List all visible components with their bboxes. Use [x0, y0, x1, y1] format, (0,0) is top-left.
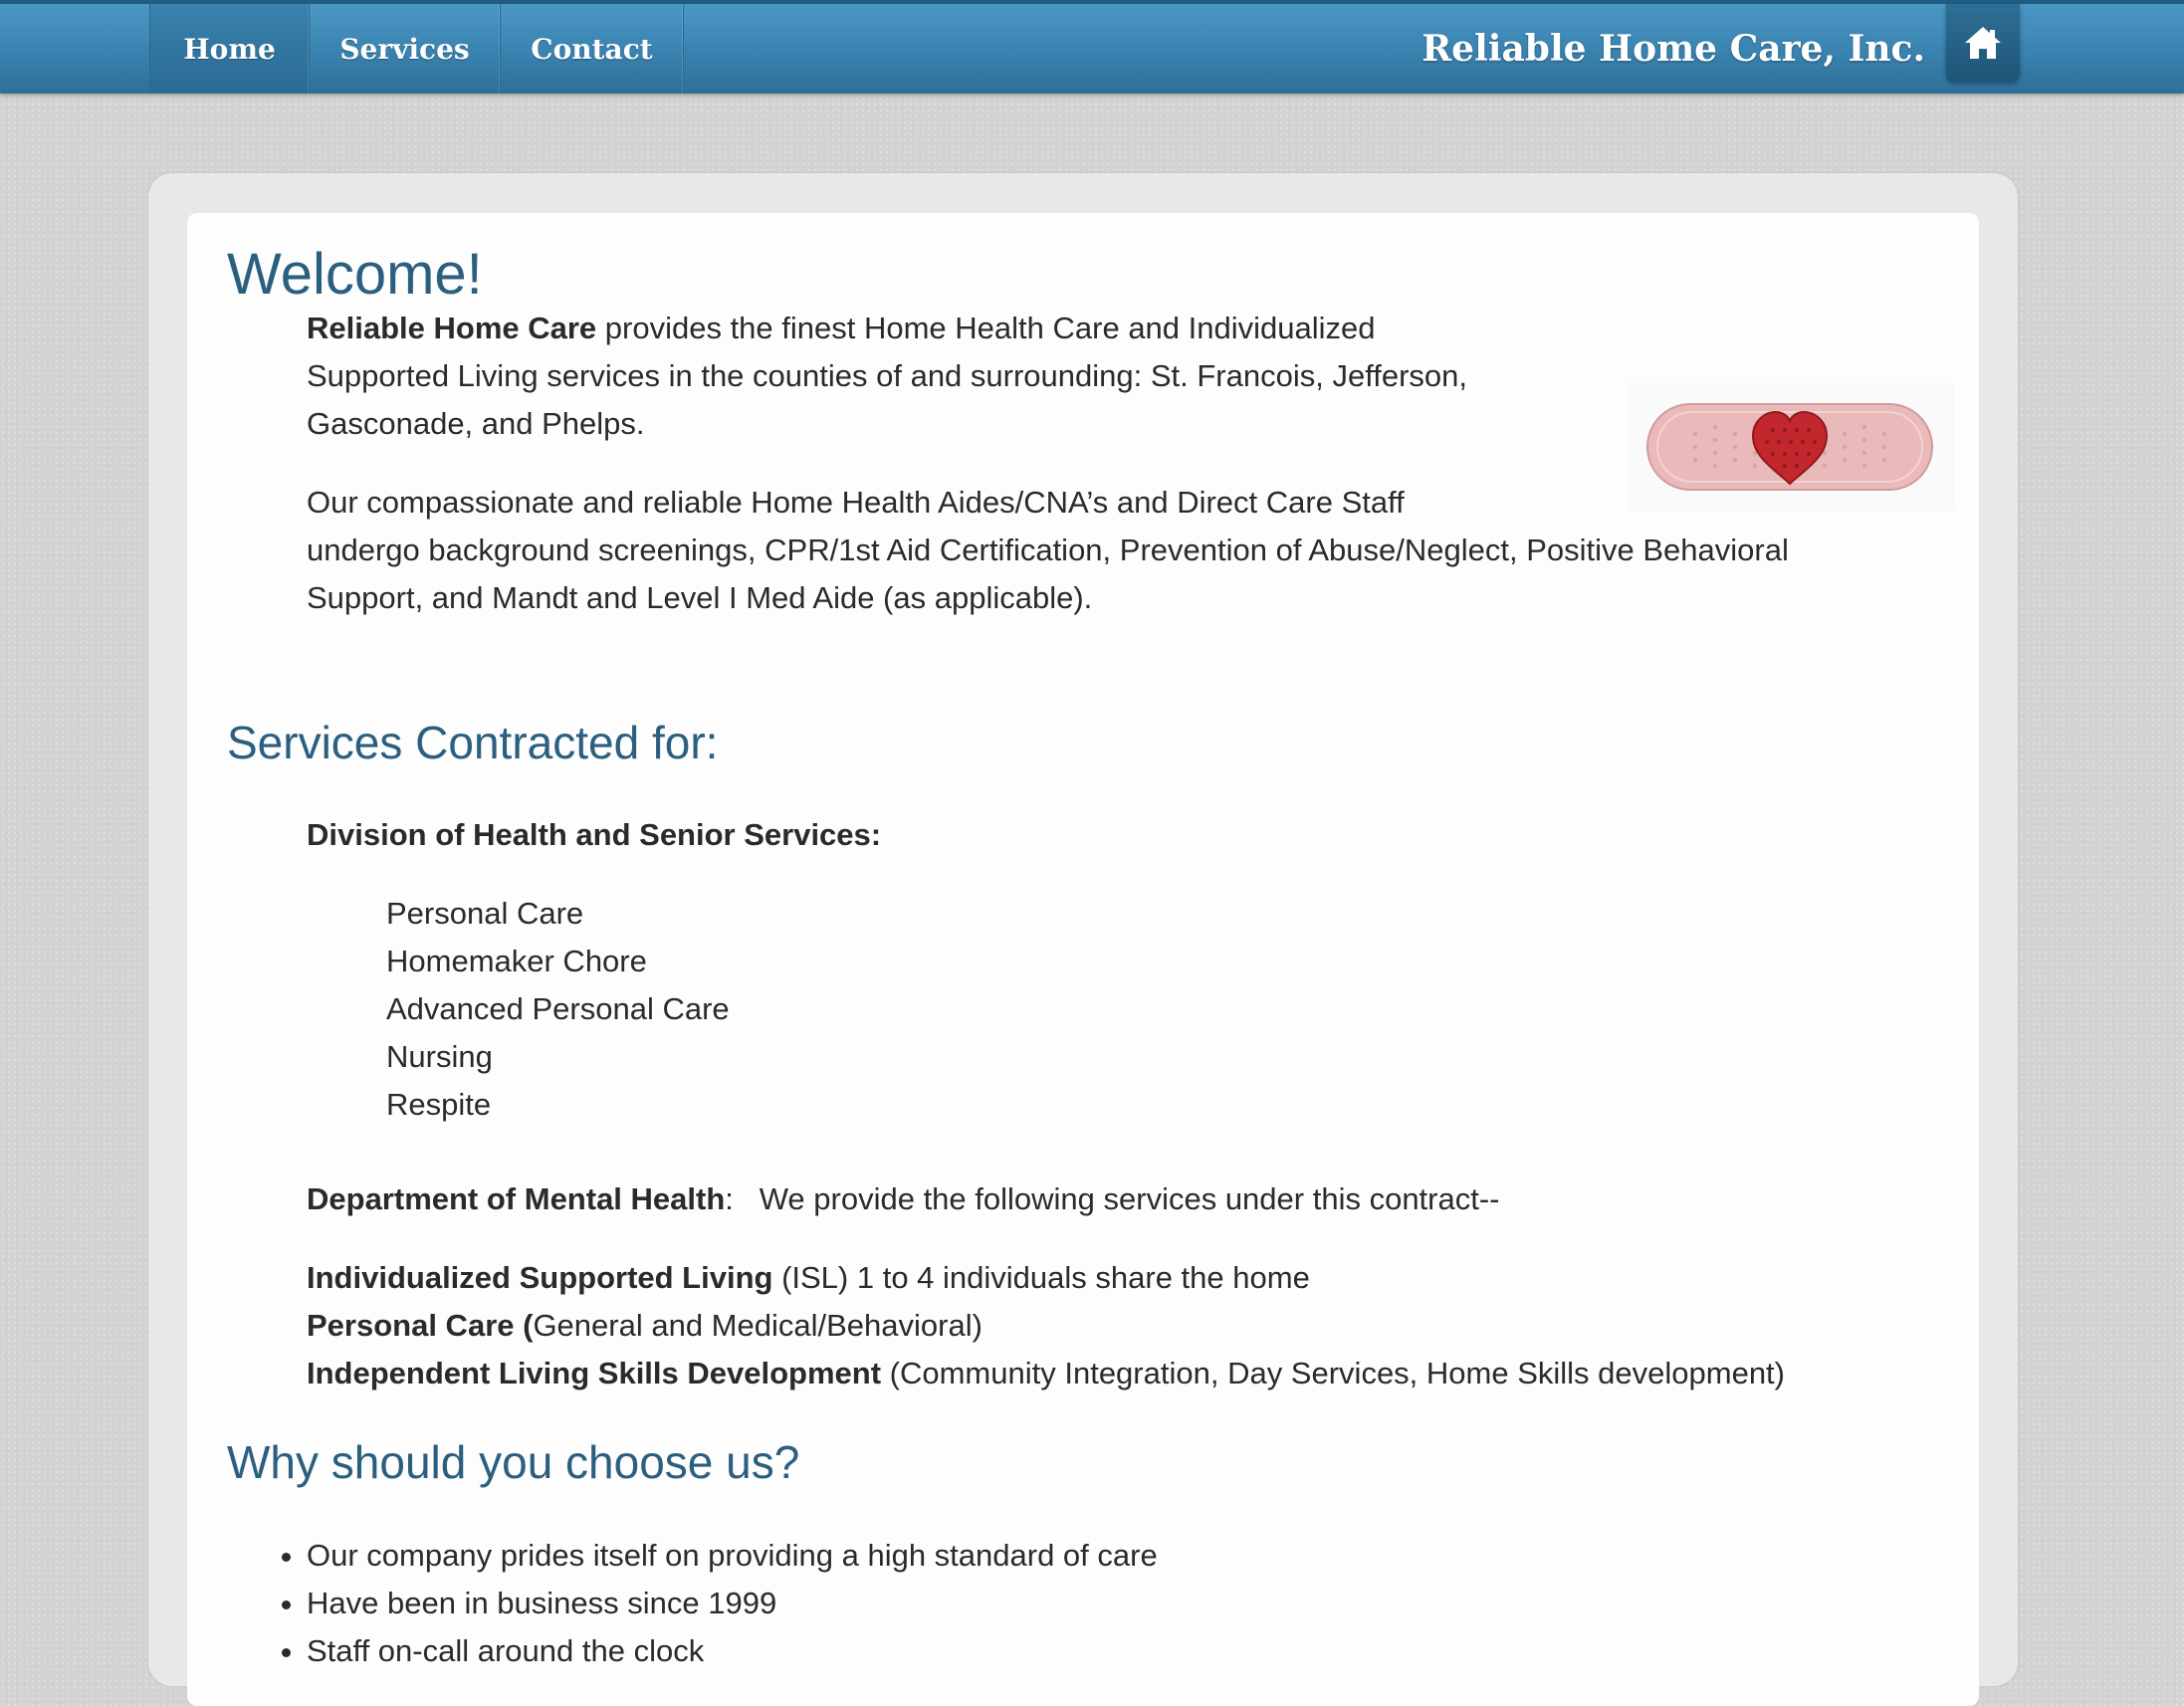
offering-detail: General and Medical/Behavioral): [533, 1308, 983, 1343]
list-item: Personal Care: [386, 896, 584, 931]
offering-detail: (ISL) 1 to 4 individuals share the home: [772, 1260, 1310, 1295]
intro-paragraph: [307, 305, 1467, 448]
dhss-heading: [307, 811, 881, 859]
nav-services[interactable]: Services: [310, 4, 501, 94]
list-item: • Staff on-call around the clock: [307, 1627, 1158, 1675]
offering-item: [307, 1254, 1785, 1302]
offering-item: [307, 1302, 1785, 1350]
home-icon: [1963, 24, 2003, 62]
offering-name: Individualized Supported Living: [307, 1260, 773, 1295]
intro-line-1-text: provides the finest Home Health Care and Individualized: [596, 311, 1376, 345]
company-name: Reliable Home Care: [307, 311, 597, 345]
why-heading: Why should you choose us?: [227, 1436, 800, 1488]
list-item: Advanced Personal Care: [386, 991, 730, 1026]
staff-line-1: Our compassionate and reliable Home Health Aides/CNA’s and Direct Care Staff: [307, 485, 1405, 520]
intro-line-3: Gasconade, and Phelps.: [307, 406, 645, 441]
nav-contact[interactable]: Contact: [501, 4, 684, 94]
top-navigation-bar: [0, 0, 2184, 94]
offering-item: [307, 1350, 1785, 1397]
list-item: Homemaker Chore: [386, 944, 647, 978]
nav-home[interactable]: Home: [150, 4, 310, 94]
list-item: Respite: [386, 1087, 492, 1122]
services-heading: Services Contracted for:: [227, 717, 719, 768]
dhss-heading-text: Division of Health and Senior Services:: [307, 817, 882, 852]
reasons-list: [269, 1532, 1158, 1675]
dmh-heading: Department of Mental Health: [307, 1181, 726, 1216]
dmh-text-line: [307, 1175, 1500, 1223]
offering-name: Independent Living Skills Development: [307, 1356, 882, 1390]
staff-line-3: Support, and Mandt and Level I Med Aide (as applicable).: [307, 580, 1093, 615]
dmh-offerings: [307, 1254, 1785, 1397]
welcome-heading: Welcome!: [227, 242, 483, 307]
offering-detail: (Community Integration, Day Services, Home Skills development): [881, 1356, 1785, 1390]
list-item: Nursing: [386, 1039, 493, 1074]
offering-name: Personal Care (: [307, 1308, 534, 1343]
staff-line-2: undergo background screenings, CPR/1st Aid Certification, Prevention of Abuse/Neglect, Positive Behavioral: [307, 533, 1789, 567]
dmh-line: [307, 1175, 1500, 1223]
dhss-service-list: [386, 890, 730, 1129]
list-item: • Have been in business since 1999: [307, 1580, 1158, 1627]
list-item: • Our company prides itself on providing a high standard of care: [307, 1532, 1158, 1580]
intro-line-1: [307, 305, 1467, 352]
staff-paragraph: [307, 479, 1789, 622]
home-button[interactable]: [1946, 4, 2020, 82]
dmh-description: : We provide the following services under this contract--: [725, 1181, 1500, 1216]
content-card: [187, 213, 1979, 1706]
intro-line-2: Supported Living services in the counties of and surrounding: St. Francois, Jefferson,: [307, 358, 1468, 393]
content-frame: [148, 173, 2018, 1686]
site-brand[interactable]: Reliable Home Care, Inc.: [1421, 28, 1925, 70]
main-nav: [149, 4, 684, 94]
